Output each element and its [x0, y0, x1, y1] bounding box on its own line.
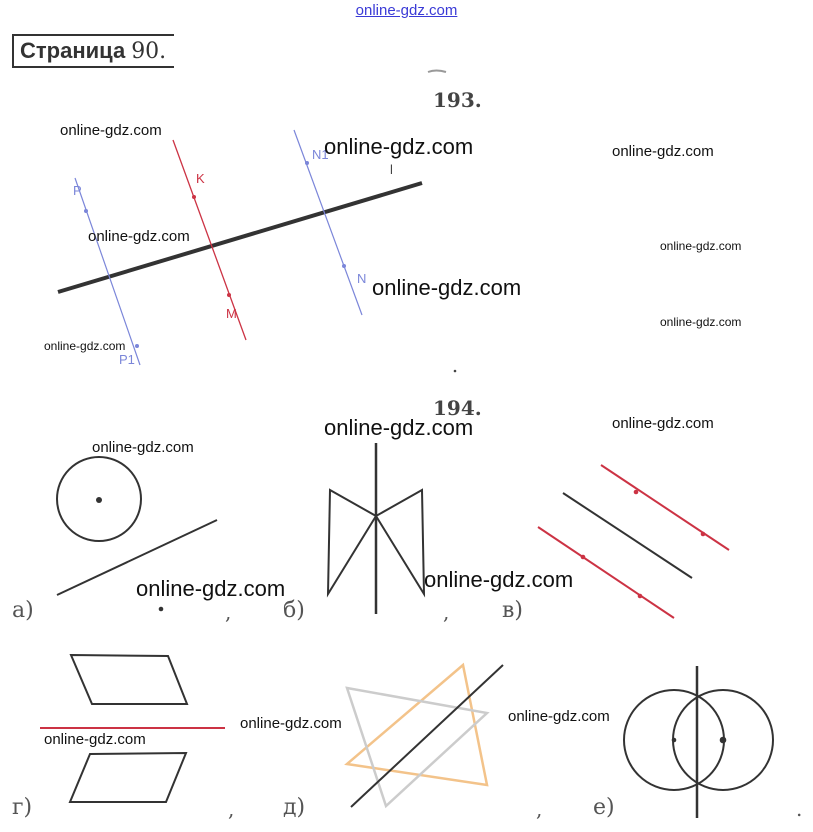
watermark: online-gdz.com [372, 275, 522, 300]
watermark: online-gdz.com [508, 708, 610, 725]
exercise-193-number: 193. [433, 88, 482, 112]
separator-d: , [536, 797, 543, 821]
point-v-3 [581, 555, 586, 560]
watermark: online-gdz.com [60, 122, 162, 139]
label-p1: P1 [119, 352, 135, 367]
label-k: K [196, 171, 205, 186]
point-n1 [305, 161, 309, 165]
point-n [342, 264, 346, 268]
subitem-b: б) [283, 598, 305, 623]
watermark: online-gdz.com [44, 731, 146, 748]
point-k [192, 195, 196, 199]
watermark: online-gdz.com [612, 415, 714, 432]
figure-193 [58, 130, 422, 367]
watermark: online-gdz.com [136, 576, 286, 601]
figure-194-e [624, 666, 773, 818]
stray-dot [454, 370, 457, 373]
label-n1: N1 [312, 147, 329, 162]
watermark: online-gdz.com [88, 228, 190, 245]
label-n: N [357, 271, 367, 286]
point-m [227, 293, 231, 297]
triangle-d-orange [347, 665, 487, 785]
figure-194-b [328, 443, 424, 614]
watermark: online-gdz.com [660, 239, 742, 253]
separator-e: . [796, 797, 803, 821]
line-d [351, 665, 503, 807]
figure-194-d [347, 665, 503, 807]
separator-b: , [443, 600, 450, 624]
page-title-number: 90. [131, 38, 167, 64]
stray-mark [428, 71, 446, 73]
subitem-g: г) [12, 795, 33, 820]
watermark: online-gdz.com [612, 143, 714, 160]
point-p [84, 209, 88, 213]
point-v-4 [638, 594, 643, 599]
watermark: online-gdz.com [240, 715, 342, 732]
subitem-a: а) [12, 598, 34, 623]
site-header-link[interactable]: online-gdz.com [355, 2, 458, 19]
label-l: l [390, 162, 393, 177]
label-m: M [226, 306, 237, 321]
point-v-2 [701, 532, 706, 537]
triangle-b-right [376, 490, 424, 594]
figure-194-g [40, 655, 225, 802]
line-v-red-top [601, 465, 729, 550]
parallelogram-g-top [71, 655, 187, 704]
subitem-v: в) [502, 598, 523, 623]
watermark: online-gdz.com [44, 339, 126, 353]
triangle-b-left [328, 490, 376, 594]
separator-g: , [228, 797, 235, 821]
label-p: P [73, 183, 82, 198]
exercise-194-number: 194. [433, 396, 482, 420]
figure-194-v [538, 465, 729, 618]
line-v-black [563, 493, 692, 578]
point-a [159, 607, 164, 612]
circle-a-center [96, 497, 102, 503]
watermark: online-gdz.com [324, 134, 474, 159]
separator-a: , [225, 600, 232, 624]
subitem-e: е) [593, 795, 615, 820]
watermark: online-gdz.com [424, 567, 574, 592]
watermark: online-gdz.com [660, 315, 742, 329]
watermark: online-gdz.com [324, 415, 474, 440]
center-e-right [720, 737, 727, 744]
center-e-left [672, 738, 677, 743]
point-p1 [135, 344, 139, 348]
point-v-1 [634, 490, 639, 495]
page-title-word: Страница [20, 38, 126, 63]
subitem-d: д) [283, 795, 306, 820]
watermark: online-gdz.com [92, 439, 194, 456]
parallelogram-g-bottom [70, 753, 186, 802]
